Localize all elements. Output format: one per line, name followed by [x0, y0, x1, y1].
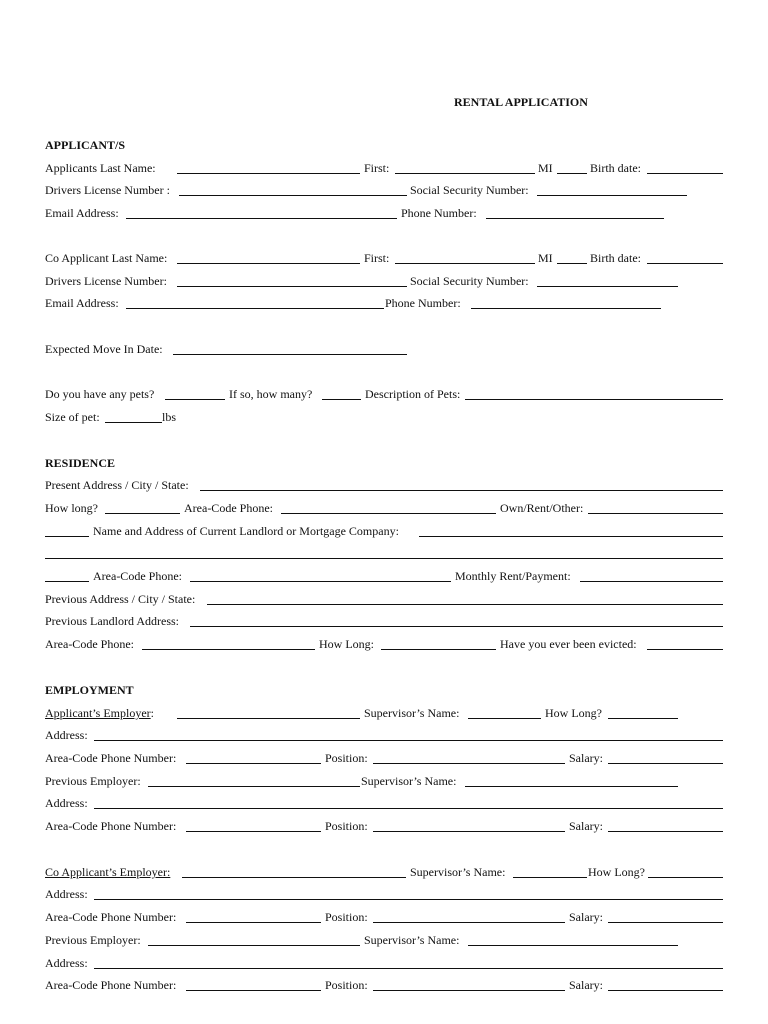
label-emp-salary: Salary: [569, 751, 603, 765]
input-prev-emp-position[interactable] [373, 831, 565, 832]
label-co-prev-emp-address: Address: [45, 956, 88, 970]
label-co-prev-emp-salary: Salary: [569, 978, 603, 992]
input-co-employer[interactable] [182, 877, 406, 878]
input-co-prev-emp-salary[interactable] [608, 990, 723, 991]
input-co-supervisor[interactable] [513, 877, 587, 878]
label-landlord-name: Name and Address of Current Landlord or Mortgage Company: [93, 524, 399, 538]
label-co-prev-emp-phone: Area-Code Phone Number: [45, 978, 177, 992]
label-pets: Do you have any pets? [45, 387, 155, 401]
label-prev-emp-position: Position: [325, 819, 368, 833]
input-co-prev-emp-position[interactable] [373, 990, 565, 991]
section-heading-employment: EMPLOYMENT [45, 683, 134, 697]
label-previous-landlord: Previous Landlord Address: [45, 614, 179, 628]
input-mi[interactable] [557, 173, 587, 174]
label-co-previous-employer: Previous Employer: [45, 933, 141, 947]
input-phone[interactable] [486, 218, 664, 219]
label-colon: : [150, 706, 154, 720]
input-co-emp-salary[interactable] [608, 922, 723, 923]
input-co-prev-supervisor[interactable] [468, 945, 678, 946]
label-co-last-name: Co Applicant Last Name: [45, 251, 168, 265]
section-heading-residence: RESIDENCE [45, 456, 116, 470]
section-heading-applicants: APPLICANT/S [45, 138, 126, 152]
input-landlord-name[interactable] [419, 536, 723, 537]
label-co-emp-phone: Area-Code Phone Number: [45, 910, 177, 924]
label-phone: Phone Number: [401, 206, 477, 220]
label-mi: MI [538, 161, 553, 175]
label-first: First: [364, 161, 390, 175]
input-co-email[interactable] [126, 308, 384, 309]
label-ssn: Social Security Number: [410, 183, 529, 197]
input-move-in[interactable] [173, 354, 407, 355]
input-drivers-license[interactable] [179, 195, 407, 196]
input-landlord-phone[interactable] [190, 581, 451, 582]
label-prev-emp-address: Address: [45, 796, 88, 810]
input-pet-size[interactable] [105, 422, 162, 423]
label-supervisor: Supervisor’s Name: [364, 706, 460, 720]
input-last-name[interactable] [177, 173, 360, 174]
label-applicant-employer [45, 706, 154, 720]
label-landlord-phone: Area-Code Phone: [93, 569, 182, 583]
input-previous-employer[interactable] [148, 786, 360, 787]
input-emp-how-long[interactable] [608, 718, 678, 719]
input-co-last-name[interactable] [177, 263, 360, 264]
label-co-phone: Phone Number: [385, 296, 461, 310]
input-ssn[interactable] [537, 195, 687, 196]
label-pet-unit: lbs [162, 410, 177, 424]
label-co-first: First: [364, 251, 390, 265]
label-prev-how-long: How Long: [319, 637, 374, 651]
label-pet-description: Description of Pets: [365, 387, 461, 401]
label-emp-phone: Area-Code Phone Number: [45, 751, 177, 765]
label-co-email: Email Address: [45, 296, 119, 310]
label-co-emp-position: Position: [325, 910, 368, 924]
label-co-prev-supervisor: Supervisor’s Name: [364, 933, 460, 947]
input-previous-address[interactable] [207, 604, 723, 605]
input-landlord-prefix[interactable] [45, 536, 89, 537]
input-landlord-address-line[interactable] [45, 558, 723, 559]
input-emp-position[interactable] [373, 763, 565, 764]
input-applicant-employer[interactable] [177, 718, 360, 719]
input-previous-landlord[interactable] [190, 626, 723, 627]
label-email: Email Address: [45, 206, 119, 220]
input-co-first[interactable] [395, 263, 535, 264]
label-prev-supervisor: Supervisor’s Name: [361, 774, 457, 788]
label-prev-emp-phone: Area-Code Phone Number: [45, 819, 177, 833]
label-drivers-license: Drivers License Number : [45, 183, 170, 197]
input-emp-salary[interactable] [608, 763, 723, 764]
input-co-previous-employer[interactable] [148, 945, 360, 946]
label-previous-address: Previous Address / City / State: [45, 592, 196, 606]
input-area-code-phone[interactable] [281, 513, 496, 514]
label-co-emp-salary: Salary: [569, 910, 603, 924]
input-own-rent[interactable] [588, 513, 723, 514]
input-co-how-long[interactable] [648, 877, 723, 878]
label-emp-position: Position: [325, 751, 368, 765]
label-co-drivers-license: Drivers License Number: [45, 274, 167, 288]
label-how-many: If so, how many? [229, 387, 313, 401]
label-present-address: Present Address / City / State: [45, 478, 189, 492]
input-co-phone[interactable] [471, 308, 661, 309]
input-emp-address[interactable] [94, 740, 723, 741]
label-co-ssn: Social Security Number: [410, 274, 529, 288]
input-co-ssn[interactable] [537, 286, 678, 287]
label-previous-employer: Previous Employer: [45, 774, 141, 788]
input-co-birth-date[interactable] [647, 263, 723, 264]
input-co-emp-address[interactable] [94, 899, 723, 900]
label-move-in: Expected Move In Date: [45, 342, 163, 356]
input-present-address[interactable] [200, 490, 723, 491]
label-last-name: Applicants Last Name: [45, 161, 156, 175]
input-prev-how-long[interactable] [381, 649, 496, 650]
label-applicant-employer-text: Applicant’s Employer [45, 706, 151, 720]
input-emp-phone[interactable] [186, 763, 321, 764]
input-prev-emp-phone[interactable] [186, 831, 321, 832]
input-email[interactable] [126, 218, 397, 219]
label-area-code-phone: Area-Code Phone: [184, 501, 273, 515]
label-prev-phone: Area-Code Phone: [45, 637, 134, 651]
form-title: RENTAL APPLICATION [454, 95, 588, 109]
input-co-mi[interactable] [557, 263, 587, 264]
input-how-long[interactable] [105, 513, 180, 514]
label-co-supervisor: Supervisor’s Name: [410, 865, 506, 879]
input-birth-date[interactable] [647, 173, 723, 174]
label-how-long: How long? [45, 501, 98, 515]
input-monthly-rent[interactable] [580, 581, 723, 582]
input-prev-phone[interactable] [142, 649, 315, 650]
input-first[interactable] [395, 173, 535, 174]
label-birth-date: Birth date: [590, 161, 641, 175]
input-prev-emp-address[interactable] [94, 808, 723, 809]
label-monthly-rent: Monthly Rent/Payment: [455, 569, 571, 583]
input-co-drivers-license[interactable] [177, 286, 407, 287]
input-landlord-phone-prefix[interactable] [45, 581, 89, 582]
label-evicted: Have you ever been evicted: [500, 637, 637, 651]
input-co-emp-position[interactable] [373, 922, 565, 923]
label-co-employer: Co Applicant’s Employer: [45, 865, 171, 879]
input-pets[interactable] [165, 399, 225, 400]
label-co-mi: MI [538, 251, 553, 265]
label-emp-address: Address: [45, 728, 88, 742]
label-own-rent: Own/Rent/Other: [500, 501, 584, 515]
input-pet-description[interactable] [465, 399, 723, 400]
label-prev-emp-salary: Salary: [569, 819, 603, 833]
label-co-birth-date: Birth date: [590, 251, 641, 265]
input-prev-supervisor[interactable] [465, 786, 678, 787]
input-co-prev-emp-address[interactable] [94, 968, 723, 969]
input-prev-emp-salary[interactable] [608, 831, 723, 832]
label-co-how-long: How Long? [588, 865, 645, 879]
input-how-many[interactable] [322, 399, 361, 400]
input-evicted[interactable] [647, 649, 723, 650]
input-co-prev-emp-phone[interactable] [186, 990, 321, 991]
label-co-emp-address: Address: [45, 887, 88, 901]
label-co-prev-emp-position: Position: [325, 978, 368, 992]
label-pet-size: Size of pet: [45, 410, 100, 424]
input-supervisor[interactable] [468, 718, 541, 719]
label-emp-how-long: How Long? [545, 706, 602, 720]
input-co-emp-phone[interactable] [186, 922, 321, 923]
